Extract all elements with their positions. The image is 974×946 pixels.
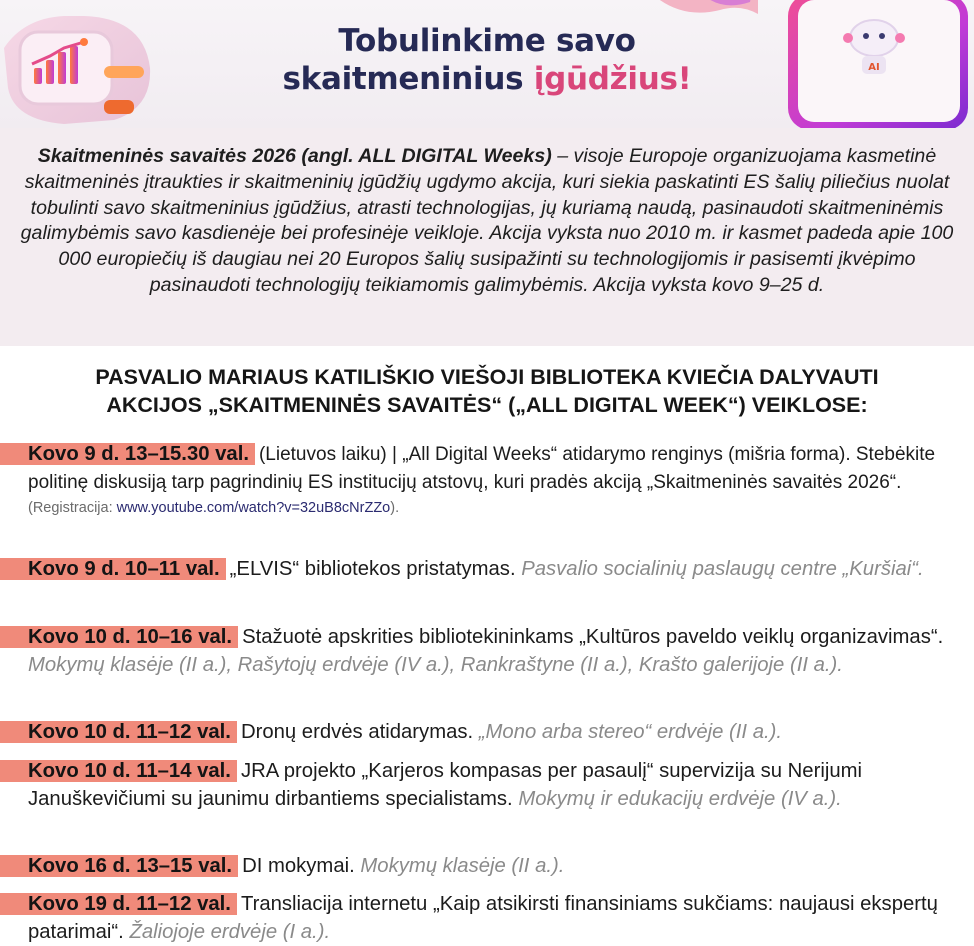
event-location: „Mono arba stereo“ erdvėje (II a.). xyxy=(478,721,782,743)
event-text: JRA projekto „Karjeros kompasas per pasaulį“ supervizija su Nerijumi Januškevičiumi su jaunimu dirbantiems specialistams. xyxy=(28,760,863,810)
event-item xyxy=(28,623,958,679)
event-location: Pasvalio socialinių paslaugų centre „Kuršiai“. xyxy=(521,558,924,580)
intro-panel xyxy=(0,128,974,346)
hero-banner xyxy=(0,0,974,128)
title-line-2b: įgūdžius! xyxy=(533,61,692,97)
paint-swirl-icon xyxy=(640,0,760,22)
section-heading xyxy=(0,363,974,419)
event-location: Mokymų klasėje (II a.), Rašytojų erdvėje (IV a.), Rankraštyne (II a.), Krašto galerijoje (II a.). xyxy=(28,654,843,676)
event-item xyxy=(28,555,958,583)
title-line-2a: skaitmeninius xyxy=(282,61,534,97)
intro-text: – visoje Europoje organizuojama kasmetinė skaitmeninės įtraukties ir skaitmeninių įgūdžių ugdymo akcija, kuri siekia paskatinti ES šalių piliečius nuolat tobulinti savo skaitmeninius įgūdžius, atrasti technologijas, jų kuriamą naudą, pasinaudoti skaitmeninėmis galimybėmis savo kasdienėje bei profesinėje veikloje. Akcija vyksta nuo 2010 m. ir kasmet padeda apie 100 000 europiečių iš daugiau nei 20 Europos šalių susipažinti su technologijomis ir pasisemti įkvėpimo pasinaudoti technologijų teikiamomis galimybėmis. Akcija vyksta kovo 9–25 d. xyxy=(20,145,954,296)
event-item xyxy=(28,440,958,518)
event-date: Kovo 9 d. 13–15.30 val. xyxy=(0,443,255,465)
heading-line-2: AKCIJOS „SKAITMENINĖS SAVAITĖS“ („ALL DIGITAL WEEK“) VEIKLOSE: xyxy=(106,393,868,417)
event-location: Mokymų ir edukacijų erdvėje (IV a.). xyxy=(518,788,842,810)
event-item xyxy=(28,890,958,946)
registration-note xyxy=(28,498,958,518)
event-text: Transliacija internetu „Kaip atsikirsti finansiniams sukčiams: naujausi ekspertų patarimai“. xyxy=(28,893,938,943)
event-text: DI mokymai. xyxy=(242,855,361,877)
event-item xyxy=(28,718,958,746)
event-location: Žaliojoje erdvėje (I a.). xyxy=(129,921,331,943)
event-text: (Lietuvos laiku) | „All Digital Weeks“ atidarymo renginys (mišria forma). Stebėkite politinę diskusiją tarp pagrindinių ES institucijų atstovų, kuri pradės akciją „Skaitmeninės savaitės 2026“. xyxy=(28,444,936,493)
event-text: Stažuotė apskrities bibliotekininkams „Kultūros paveldo veiklų organizavimas“. xyxy=(242,626,944,648)
event-date: Kovo 9 d. 10–11 val. xyxy=(0,558,226,580)
page-title xyxy=(0,22,974,98)
event-date: Kovo 10 d. 11–14 val. xyxy=(0,760,237,782)
note-suffix: ). xyxy=(390,500,400,516)
intro-paragraph xyxy=(20,144,954,299)
event-text: „ELVIS“ bibliotekos pristatymas. xyxy=(229,558,522,580)
event-item xyxy=(28,757,958,813)
intro-bold: Skaitmeninės savaitės 2026 (angl. ALL DIGITAL Weeks) xyxy=(37,145,552,167)
registration-link[interactable]: www.youtube.com/watch?v=32uB8cNrZZo xyxy=(116,500,391,516)
heading-line-1: PASVALIO MARIAUS KATILIŠKIO VIEŠOJI BIBLIOTEKA KVIEČIA DALYVAUTI xyxy=(95,365,879,389)
event-date: Kovo 16 d. 13–15 val. xyxy=(0,855,238,877)
ai-badge: AI xyxy=(868,62,880,73)
event-location: Mokymų klasėje (II a.). xyxy=(360,855,565,877)
event-item xyxy=(28,852,958,880)
event-text: Dronų erdvės atidarymas. xyxy=(240,721,479,743)
note-prefix: (Registracija: xyxy=(28,500,117,516)
event-date: Kovo 10 d. 10–16 val. xyxy=(0,626,238,648)
event-date: Kovo 19 d. 11–12 val. xyxy=(0,893,237,915)
title-line-1: Tobulinkime savo xyxy=(338,23,636,59)
event-date: Kovo 10 d. 11–12 val. xyxy=(0,721,237,743)
